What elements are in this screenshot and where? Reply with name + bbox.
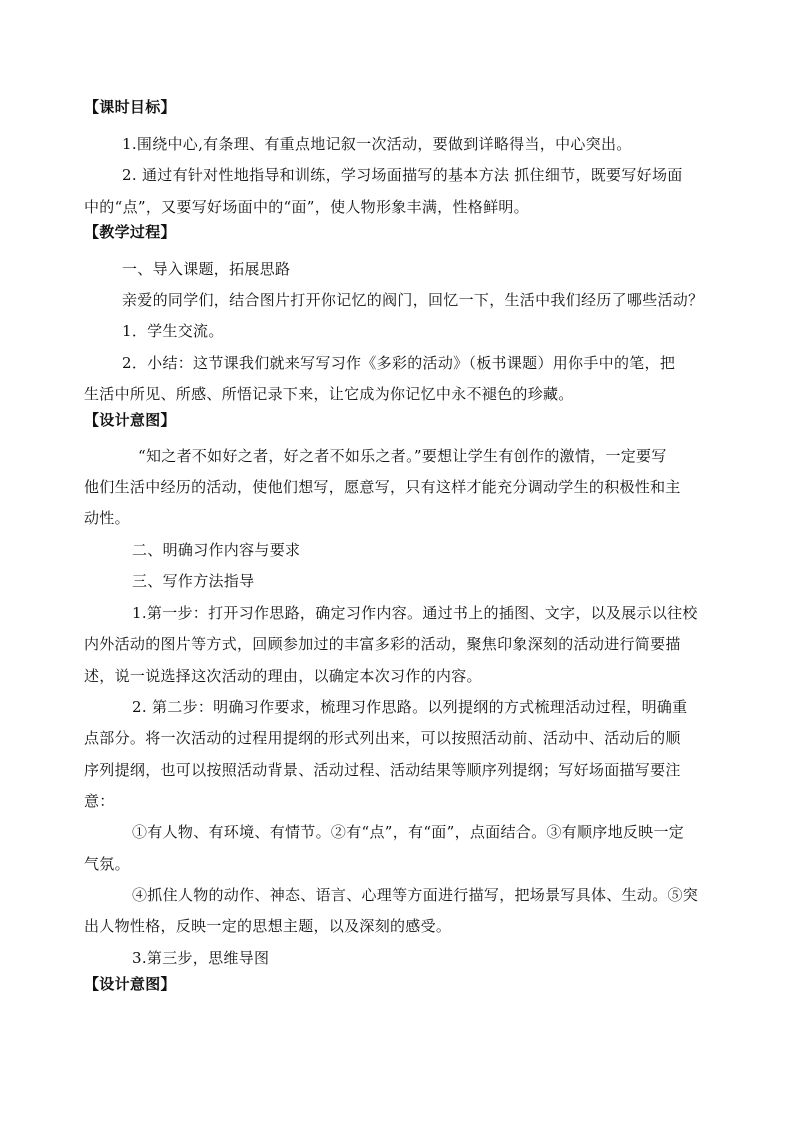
- section-heading-goals: 【课时目标】: [84, 98, 176, 116]
- method-1-line-2: 内外活动的图片等方式，回顾参加过的丰富多彩的活动，聚焦印象深刻的活动进行简要描: [84, 635, 681, 653]
- step-1-item-1: 1．学生交流。: [122, 322, 224, 340]
- requirement-2-line-2: 出人物性格，反映一定的思想主题，以及深刻的感受。: [84, 917, 452, 935]
- section-heading-intent-2: 【设计意图】: [84, 975, 176, 993]
- goal-item-2-line-2: 中的“点”，又要写好场面中的“面”，使人物形象丰满，性格鲜明。: [84, 198, 529, 216]
- step-1-item-2-line-1: 2．小结：这节课我们就来写写习作《多彩的活动》（板书课题）用你手中的笔，把: [122, 354, 676, 372]
- requirement-2-line-1: ④抓住人物的动作、神态、语言、心理等方面进行描写，把场景写具体、生动。⑤突: [132, 886, 699, 904]
- method-1-line-3: 述，说一说选择这次活动的理由，以确定本次习作的内容。: [84, 667, 482, 685]
- method-2-line-1: 2. 第二步：明确习作要求，梳理习作思路。以列提纲的方式梳理活动过程，明确重: [132, 698, 688, 716]
- intent-1-line-3: 动性。: [84, 509, 130, 527]
- method-2-line-2: 点部分。将一次活动的过程用提纲的形式列出来，可以按照活动前、活动中、活动后的顺: [84, 729, 681, 747]
- method-2-line-4: 意：: [84, 792, 115, 810]
- step-1-paragraph: 亲爱的同学们，结合图片打开你记忆的阀门，回忆一下，生活中我们经历了哪些活动？: [122, 291, 704, 309]
- goal-item-2-line-1: 2. 通过有针对性地指导和训练，学习场面描写的基本方法 抓住细节，既要写好场面: [122, 166, 683, 184]
- goal-item-1: 1.围绕中心,有条理、有重点地记叙一次活动，要做到详略得当，中心突出。: [122, 135, 632, 153]
- section-heading-process: 【教学过程】: [84, 223, 176, 241]
- step-1-item-2-line-2: 生活中所见、所感、所悟记录下来，让它成为你记忆中永不褪色的珍藏。: [84, 385, 574, 403]
- method-3: 3.第三步，思维导图: [132, 949, 270, 967]
- requirement-1-line-2: 气氛。: [84, 855, 130, 873]
- intent-1-line-1: “知之者不如好之者，好之者不如乐之者。”要想让学生有创作的激情，一定要写: [138, 447, 667, 465]
- step-1-title: 一、导入课题，拓展思路: [122, 260, 291, 278]
- step-2-title: 二、明确习作内容与要求: [132, 541, 301, 559]
- section-heading-intent-1: 【设计意图】: [84, 411, 176, 429]
- method-2-line-3: 序列提纲，也可以按照活动背景、活动过程、活动结果等顺序列提纲；写好场面描写要注: [84, 761, 681, 779]
- requirement-1-line-1: ①有人物、有环境、有情节。②有“点”，有“面”，点面结合。③有顺序地反映一定: [132, 823, 685, 841]
- step-3-title: 三、写作方法指导: [132, 572, 255, 590]
- method-1-line-1: 1.第一步：打开习作思路，确定习作内容。通过书上的插图、文字，以及展示以往校: [132, 604, 698, 622]
- intent-1-line-2: 他们生活中经历的活动，使他们想写，愿意写，只有这样才能充分调动学生的积极性和主: [84, 478, 681, 496]
